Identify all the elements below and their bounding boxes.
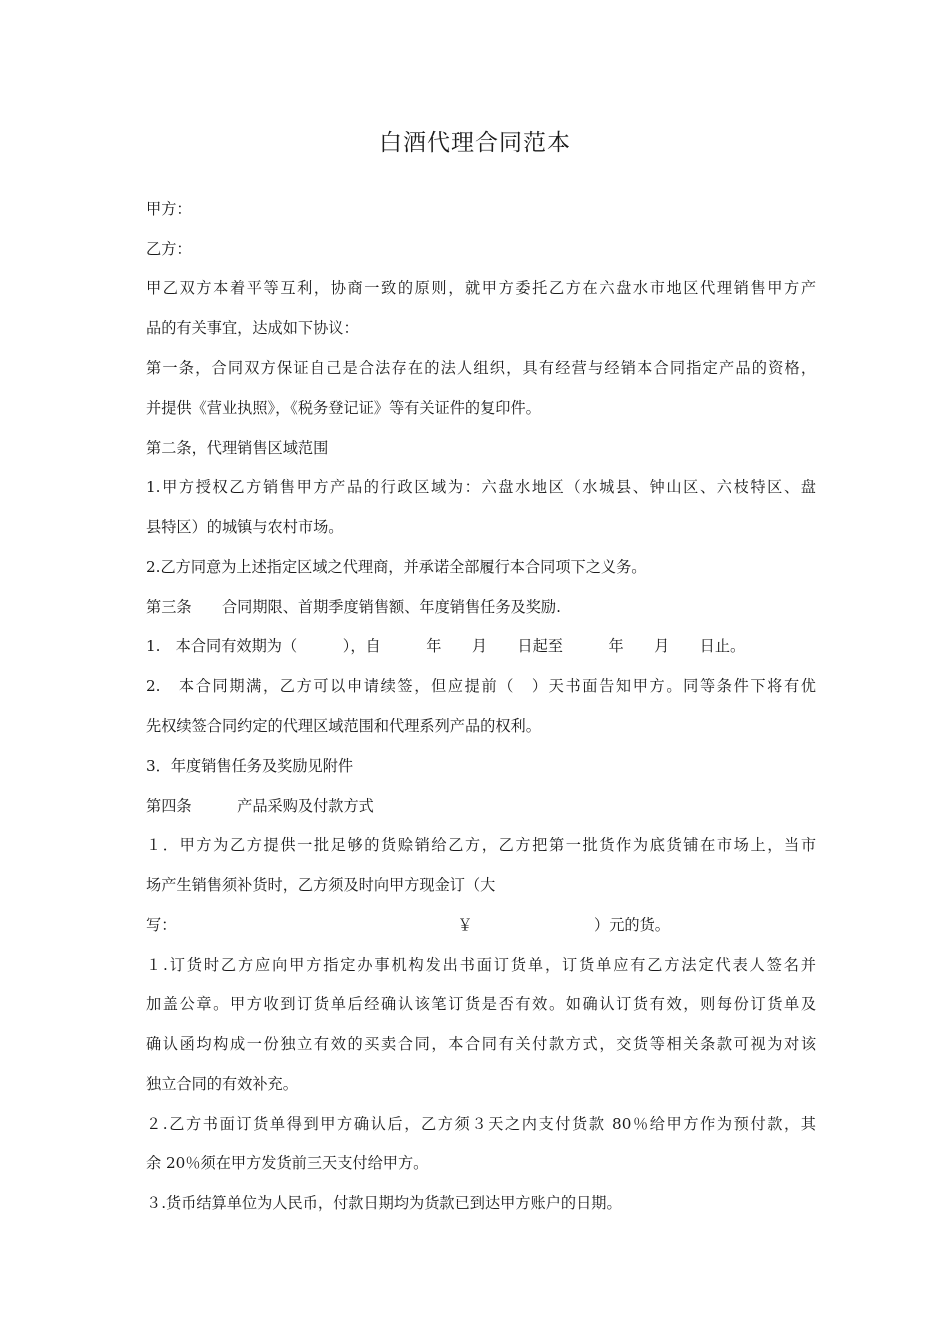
- paragraph-line: 品的有关事宜，达成如下协议：: [146, 319, 359, 337]
- paragraph-line: 甲乙双方本着平等互利，协商一致的原则，就甲方委托乙方在六盘水市地区代理销售甲方产: [146, 279, 816, 297]
- paragraph-line: 并提供《营业执照》，《税务登记证》等有关证件的复印件。: [146, 399, 541, 417]
- section-heading: 第三条 合同期限、首期季度销售额、年度销售任务及奖励.: [146, 598, 561, 616]
- document-title: 白酒代理合同范本: [379, 130, 571, 156]
- paragraph-line: 独立合同的有效补充。: [146, 1075, 298, 1093]
- paragraph-line: 县特区）的城镇与农村市场。: [146, 518, 344, 536]
- paragraph-line: 1. 本合同有效期为（ ），自 年 月 日起至 年 月 日止。: [146, 637, 746, 655]
- paragraph-line: 场产生销售须补货时，乙方须及时向甲方现金订（大: [146, 876, 496, 894]
- paragraph-line: 3．年度销售任务及奖励见附件: [146, 757, 354, 775]
- paragraph-line: 第一条，合同双方保证自己是合法存在的法人组织，具有经营与经销本合同指定产品的资格，: [146, 359, 816, 377]
- paragraph-line: １．甲方为乙方提供一批足够的货赊销给乙方，乙方把第一批货作为底货铺在市场上，当市: [146, 836, 816, 854]
- paragraph-line: 确认函均构成一份独立有效的买卖合同，本合同有关付款方式，交货等相关条款可视为对该: [146, 1035, 816, 1053]
- paragraph-line: 写： ￥ ）元的货。: [146, 916, 670, 934]
- party-b-line: 乙方：: [146, 240, 192, 258]
- paragraph-line: 2. 本合同期满，乙方可以申请续签，但应提前（ ）天书面告知甲方。同等条件下将有优: [146, 677, 816, 695]
- section-heading: 第二条，代理销售区域范围: [146, 439, 329, 457]
- paragraph-line: 先权续签合同约定的代理区域范围和代理系列产品的权利。: [146, 717, 541, 735]
- paragraph-line: 余 20％须在甲方发货前三天支付给甲方。: [146, 1154, 429, 1172]
- paragraph-line: ３.货币结算单位为人民币，付款日期均为货款已到达甲方账户的日期。: [146, 1194, 622, 1212]
- paragraph-line: ２.乙方书面订货单得到甲方确认后，乙方须３天之内支付货款 80％给甲方作为预付款，其: [146, 1115, 816, 1133]
- party-a-line: 甲方：: [146, 200, 192, 218]
- section-heading: 第四条 产品采购及付款方式: [146, 797, 374, 815]
- paragraph-line: 2.乙方同意为上述指定区域之代理商，并承诺全部履行本合同项下之义务。: [146, 558, 647, 576]
- paragraph-line: 1.甲方授权乙方销售甲方产品的行政区域为：六盘水地区（水城县、钟山区、六枝特区、盘: [146, 478, 816, 496]
- paragraph-line: 加盖公章。甲方收到订货单后经确认该笔订货是否有效。如确认订货有效，则每份订货单及: [146, 995, 816, 1013]
- paragraph-line: １.订货时乙方应向甲方指定办事机构发出书面订货单，订货单应有乙方法定代表人签名并: [146, 956, 816, 974]
